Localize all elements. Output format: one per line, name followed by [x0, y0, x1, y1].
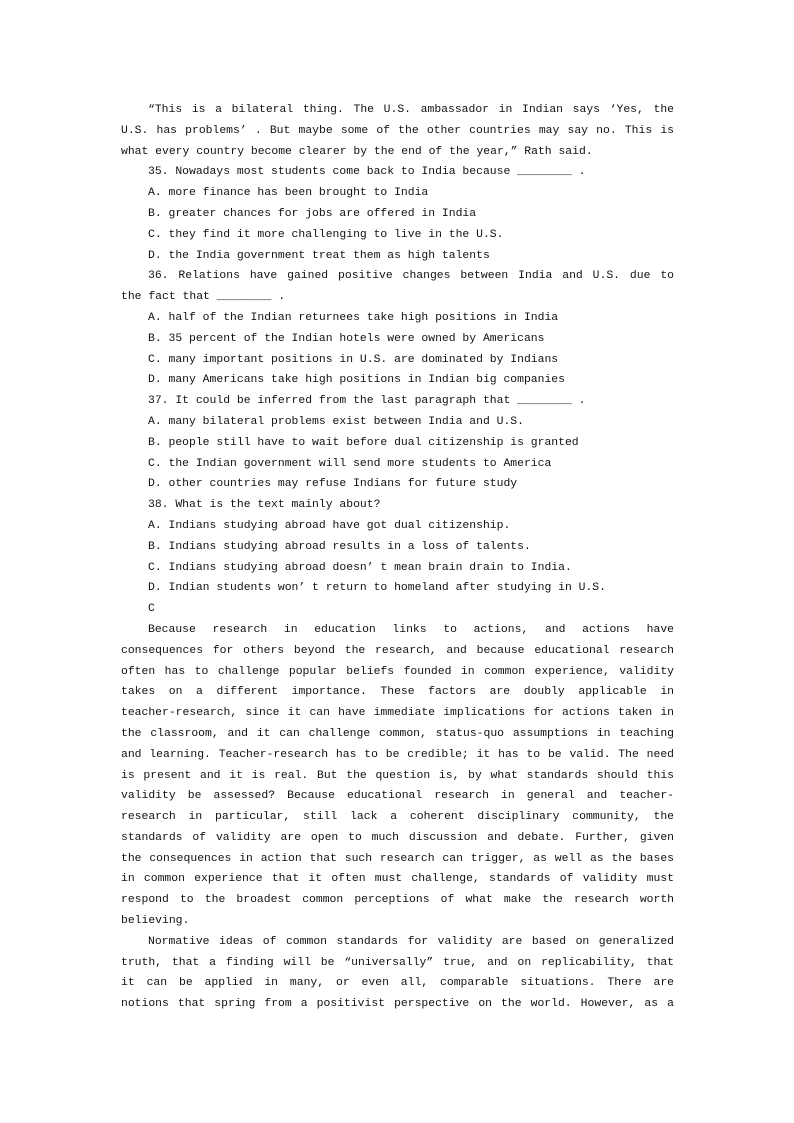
text-line: and learning. Teacher-research has to be credible; it has to be valid. The need: [121, 748, 674, 761]
text-line: truth, that a finding will be “universally” true, and on replicability, that: [121, 956, 674, 969]
text-line: C. Indians studying abroad doesn’ t mean brain drain to India.: [148, 561, 572, 574]
document-body: [121, 100, 674, 1015]
text-line: D. many Americans take high positions in Indian big companies: [148, 374, 565, 387]
text-line: believing.: [121, 915, 190, 928]
text-line: teacher-research, since it can have immediate implications for actions taken in: [121, 707, 674, 720]
text-line: the consequences in action that such research can trigger, as well as the bases: [121, 852, 674, 865]
text-line: it can be applied in many, or even all, comparable situations. There are: [121, 977, 674, 990]
text-line: validity be assessed? Because educational research in general and teacher-: [121, 790, 674, 803]
text-line: A. many bilateral problems exist between India and U.S.: [148, 415, 524, 428]
text-line: the fact that ________ .: [121, 291, 286, 304]
text-line: Normative ideas of common standards for validity are based on generalized: [148, 935, 674, 948]
text-line: C. many important positions in U.S. are dominated by Indians: [148, 353, 559, 366]
text-line: “This is a bilateral thing. The U.S. ambassador in Indian says ‘Yes, the: [148, 104, 674, 116]
text-line: C. the Indian government will send more students to America: [148, 457, 552, 470]
text-line: 37. It could be inferred from the last paragraph that ________ .: [148, 395, 586, 408]
text-line: A. more finance has been brought to India: [148, 187, 429, 200]
text-line: 35. Nowadays most students come back to India because ________ .: [148, 166, 586, 179]
text-line: B. Indians studying abroad results in a loss of talents.: [148, 540, 531, 553]
text-line: A. half of the Indian returnees take high positions in India: [148, 311, 559, 324]
text-line: standards of validity are open to much discussion and debate. Further, given: [121, 831, 674, 844]
text-line: the classroom, and it can challenge common, status-quo assumptions in teaching: [121, 727, 674, 740]
text-line: 38. What is the text mainly about?: [148, 499, 381, 512]
text-line: consequences for others beyond the research, and because educational research: [121, 644, 674, 657]
text-line: notions that spring from a positivist perspective on the world. However, as a: [121, 998, 674, 1011]
text-line: C: [148, 603, 155, 616]
text-line: takes on a different importance. These factors are doubly applicable in: [121, 686, 674, 699]
text-line: 36. Relations have gained positive changes between India and U.S. due to: [148, 270, 674, 283]
text-line: B. people still have to wait before dual citizenship is granted: [148, 436, 579, 449]
text-line: D. Indian students won’ t return to homeland after studying in U.S.: [148, 582, 606, 595]
text-line: D. the India government treat them as high talents: [148, 249, 490, 262]
text-line: U.S. has problems’ . But maybe some of the other countries may say no. This is: [121, 124, 674, 137]
text-line: is present and it is real. But the question is, by what standards should this: [121, 769, 674, 782]
text-line: Because research in education links to actions, and actions have: [148, 623, 674, 636]
text-line: B. 35 percent of the Indian hotels were owned by Americans: [148, 332, 545, 345]
text-line: in common experience that it often must challenge, standards of validity must: [121, 873, 674, 886]
text-line: A. Indians studying abroad have got dual citizenship.: [148, 519, 511, 532]
text-line: respond to the broadest common perceptions of what make the research worth: [121, 894, 674, 907]
text-line: D. other countries may refuse Indians for future study: [148, 478, 518, 491]
text-line: often has to challenge popular beliefs founded in common experience, validity: [121, 665, 674, 678]
text-line: C. they find it more challenging to live in the U.S.: [148, 228, 504, 241]
text-line: B. greater chances for jobs are offered in India: [148, 207, 477, 220]
text-line: what every country become clearer by the end of the year,” Rath said.: [121, 145, 593, 158]
text-line: research in particular, still lack a coherent disciplinary community, the: [121, 811, 674, 824]
